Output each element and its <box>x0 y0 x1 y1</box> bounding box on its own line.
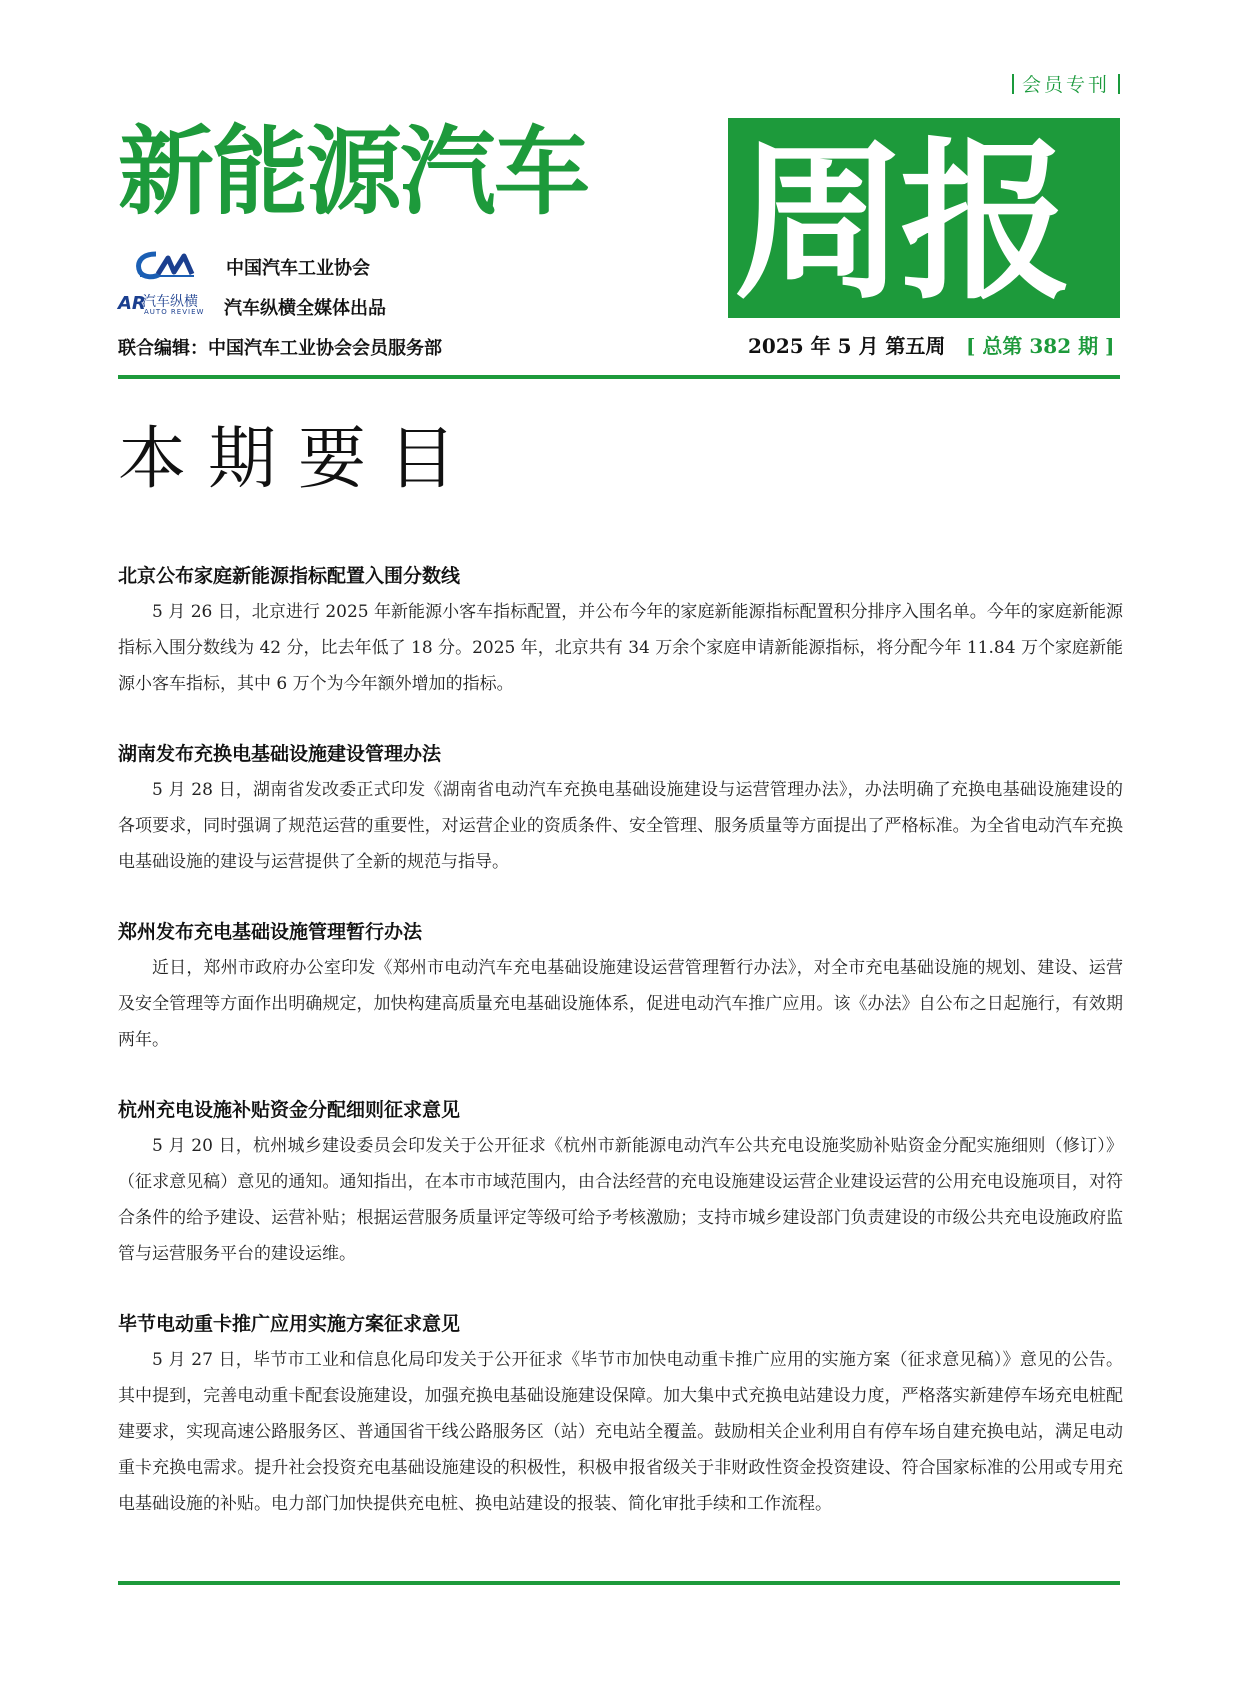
weekly-block <box>728 118 1120 323</box>
weekly-label: 周报 <box>734 120 1066 323</box>
divider-top <box>118 375 1120 379</box>
article-item <box>118 916 1123 1058</box>
article-body: 5 月 26 日，北京进行 2025 年新能源小客车指标配置，并公布今年的家庭新能源指标配置积分排序入围名单。今年的家庭新能源指标入围分数线为 42 分，比去年低了 18 分。2025 年，北京共有 34 万余个家庭申请新能源指标，将分配今年 11.84 万个家庭新能源小客车指标，其中 6 万个为今年额外增加的指标。 <box>118 602 1123 694</box>
article-title: 郑州发布充电基础设施管理暂行办法 <box>118 921 423 943</box>
auto-review-logo <box>118 291 216 317</box>
media-name: 汽车纵横全媒体出品 <box>224 298 386 319</box>
ar-logo-cn: 汽车纵横 <box>142 294 198 310</box>
ar-logo-en: AUTO REVIEW <box>144 308 205 316</box>
section-title: 本期要目 <box>118 420 479 499</box>
article-list <box>118 560 1123 1558</box>
issue-number: [ 总第 382 期 ] <box>966 334 1115 358</box>
article-item <box>118 560 1123 702</box>
article-title: 北京公布家庭新能源指标配置入围分数线 <box>118 565 461 587</box>
article-item <box>118 1094 1123 1272</box>
article-item <box>118 738 1123 880</box>
article-body: 5 月 28 日，湖南省发改委正式印发《湖南省电动汽车充换电基础设施建设与运营管理办法》，办法明确了充换电基础设施建设的各项要求，同时强调了规范运营的重要性，对运营企业的资质条件、安全管理、服务质量等方面提出了严格标准。为全省电动汽车充换电基础设施的建设与运营提供了全新的规范与指导。 <box>118 780 1123 872</box>
member-edition-label <box>1004 70 1128 97</box>
article-title: 湖南发布充换电基础设施建设管理办法 <box>118 743 442 765</box>
member-label-text: 会员专刊 <box>1021 74 1110 96</box>
caam-logo-icon <box>134 250 200 280</box>
article-body: 5 月 27 日，毕节市工业和信息化局印发关于公开征求《毕节市加快电动重卡推广应用的实施方案（征求意见稿）》意见的公告。其中提到，完善电动重卡配套设施建设，加强充换电基础设施建设保障。加大集中式充换电站建设力度，严格落实新建停车场充电桩配建要求，实现高速公路服务区、普通国省干线公路服务区（站）充电站全覆盖。鼓励相关企业利用自有停车场自建充换电站，满足电动重卡充换电需求。提升社会投资充电基础设施建设的积极性，积极申报省级关于非财政性资金投资建设、符合国家标准的公用或专用充电基础设施的补贴。电力部门加快提供充电桩、换电站建设的报装、简化审批手续和工作流程。 <box>118 1350 1123 1514</box>
article-item <box>118 1308 1123 1522</box>
article-title: 毕节电动重卡推广应用实施方案征求意见 <box>118 1313 461 1335</box>
ar-logo-icon: AR <box>118 293 146 314</box>
co-editor: 联合编辑：中国汽车工业协会会员服务部 <box>118 338 442 359</box>
article-title: 杭州充电设施补贴资金分配细则征求意见 <box>118 1099 461 1121</box>
divider-bottom <box>118 1581 1120 1585</box>
article-body: 5 月 20 日，杭州城乡建设委员会印发关于公开征求《杭州市新能源电动汽车公共充电设施奖励补贴资金分配实施细则（修订）》（征求意见稿）意见的通知。通知指出，在本市市域范围内，由合法经营的充电设施建设运营企业建设运营的公用充电设施项目，对符合条件的给予建设、运营补贴；根据运营服务质量评定等级可给予考核激励；支持市城乡建设部门负责建设的市级公共充电设施政府监管与运营服务平台的建设运维。 <box>118 1136 1123 1264</box>
masthead-title: 新能源汽车 <box>118 116 588 228</box>
org-name: 中国汽车工业协会 <box>226 258 370 279</box>
article-body: 近日，郑州市政府办公室印发《郑州市电动汽车充电基础设施建设运营管理暂行办法》，对全市充电基础设施的规划、建设、运营及安全管理等方面作出明确规定，加快构建高质量充电基础设施体系，促进电动汽车推广应用。该《办法》自公布之日起施行，有效期两年。 <box>118 958 1123 1050</box>
issue-date: 2025 年 5 月 第五周 <box>748 334 946 358</box>
divider <box>1118 74 1120 94</box>
divider <box>1012 74 1014 94</box>
